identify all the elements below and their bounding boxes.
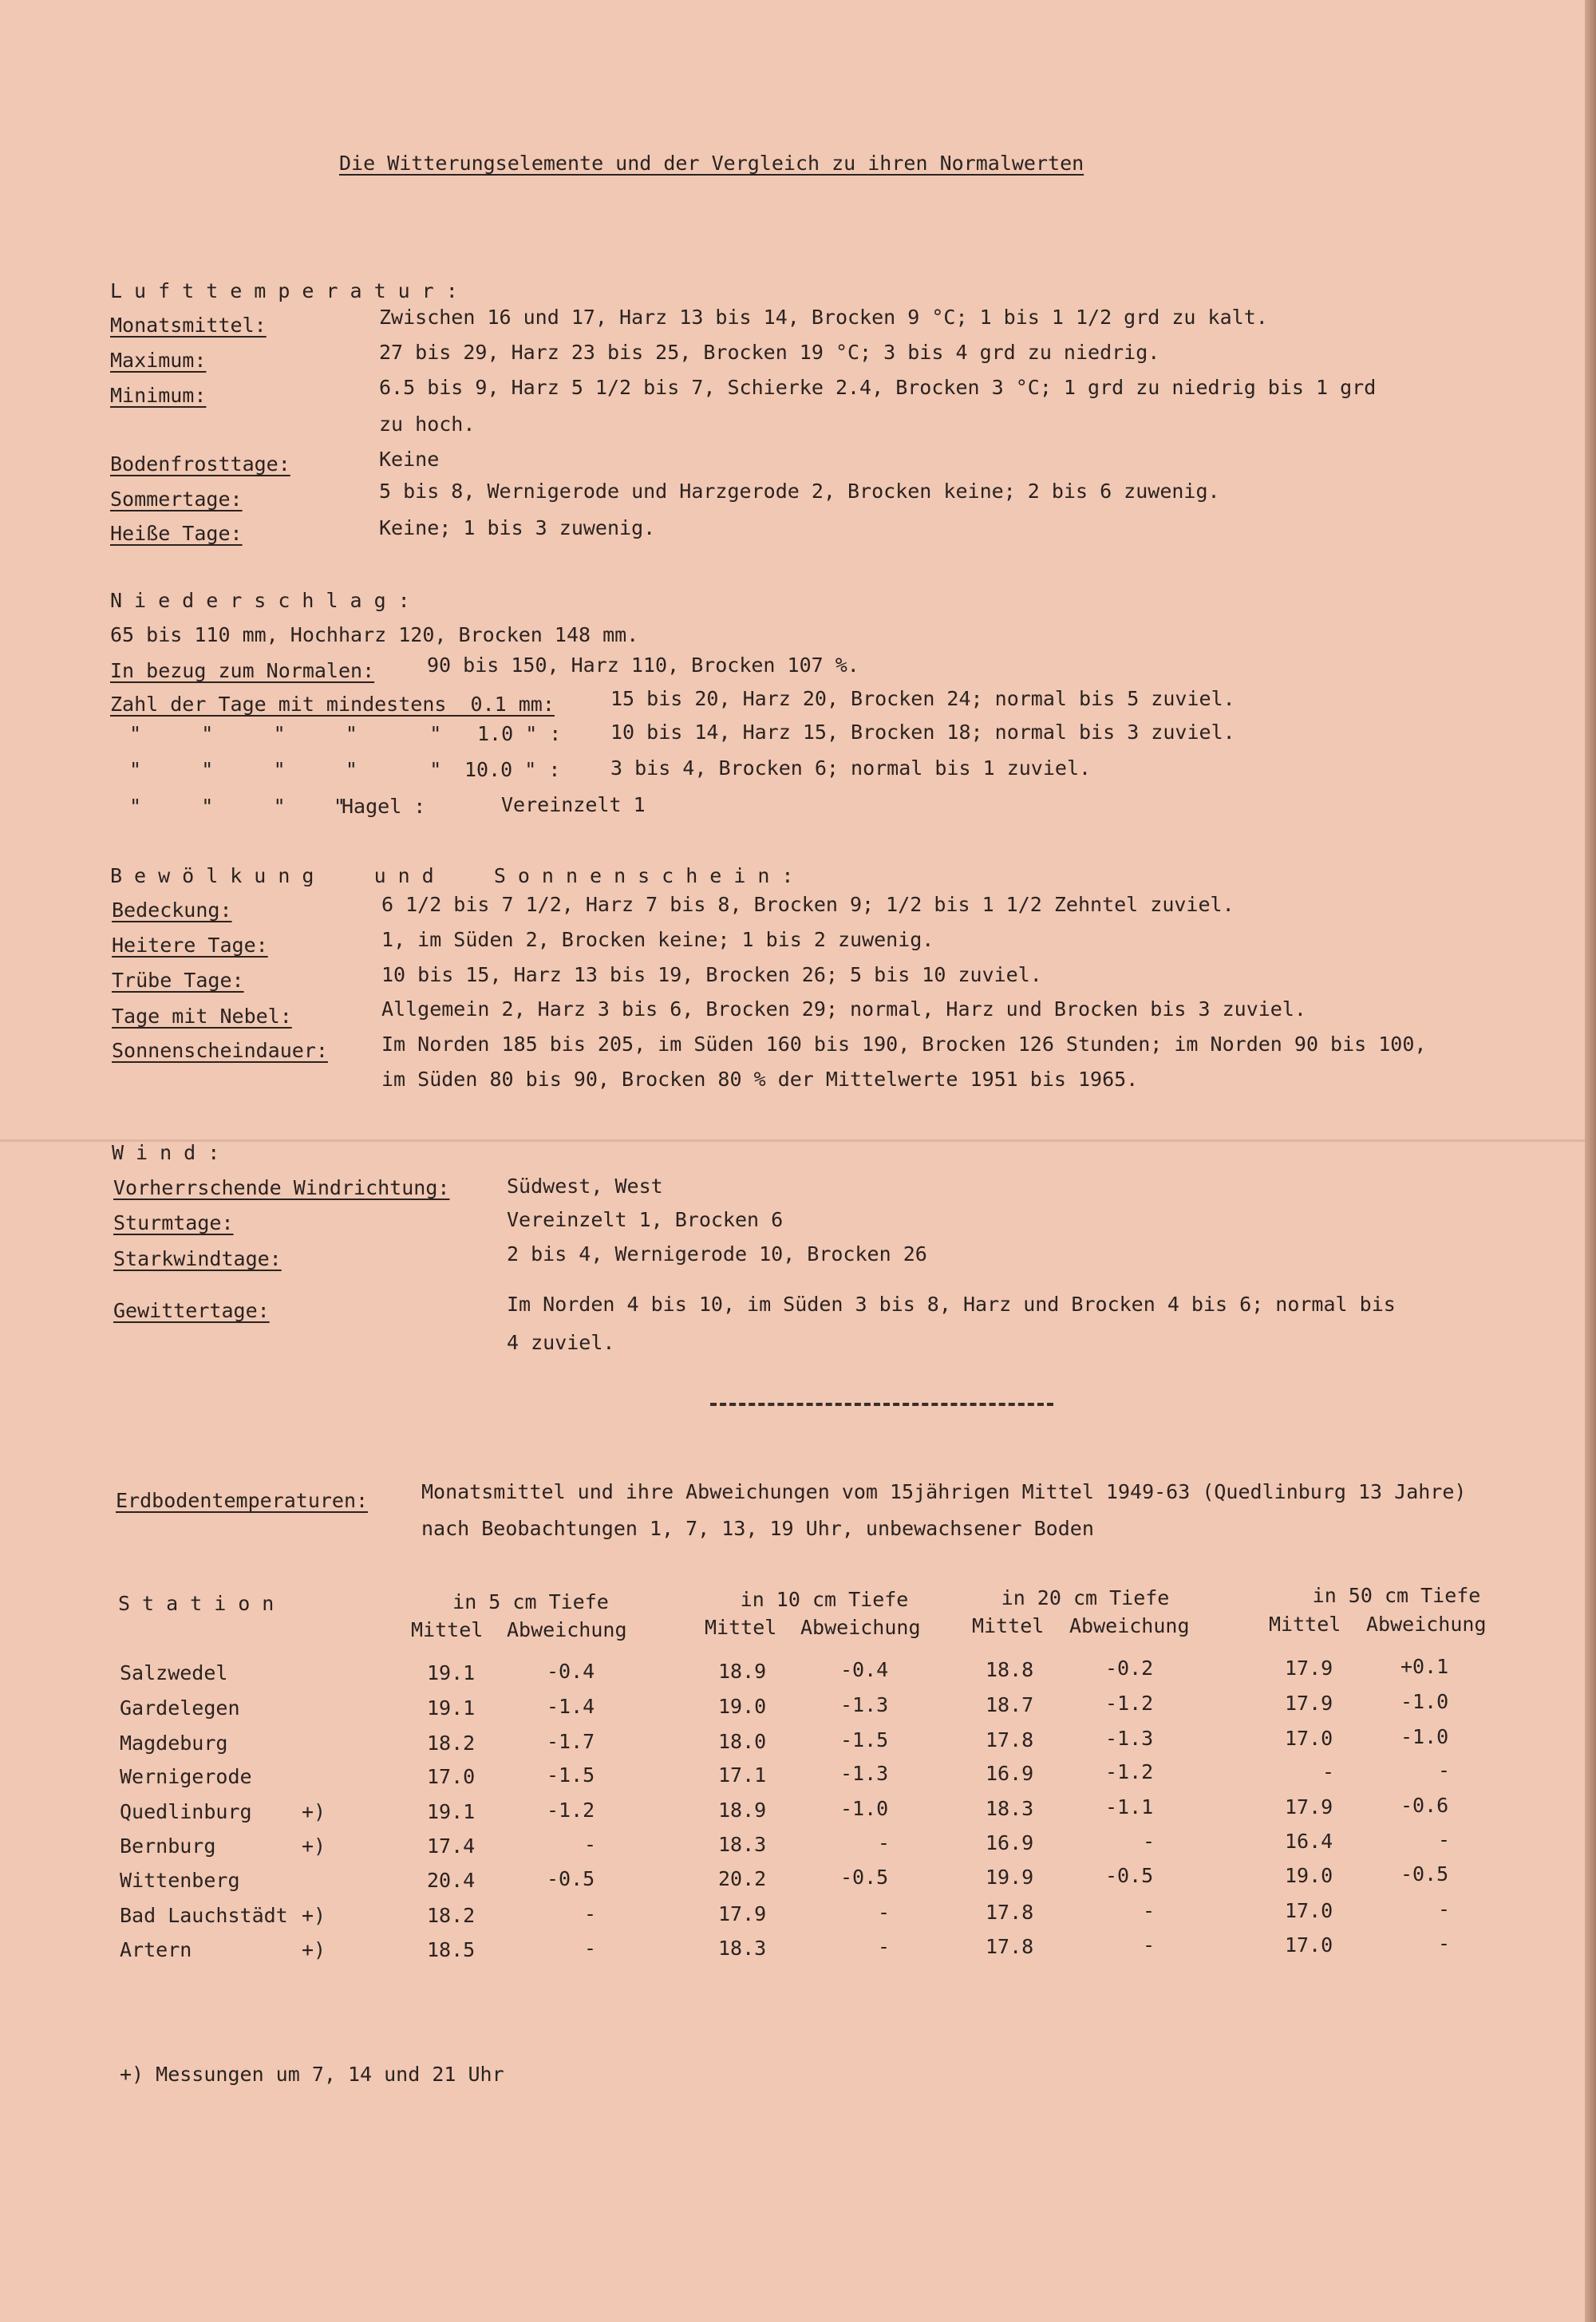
cell-abweichung: -1.5 (547, 1763, 595, 1787)
cell-mittel: 17.9 (1285, 1657, 1333, 1680)
subheader-abweichung-20cm: Abweichung (1069, 1614, 1190, 1637)
station-name: Bernburg (120, 1834, 216, 1858)
cell-mittel: 18.8 (986, 1658, 1034, 1681)
station-name: Quedlinburg (120, 1800, 252, 1823)
niederschlag-summary: 65 bis 110 mm, Hochharz 120, Brocken 148 mm. (110, 623, 639, 646)
cell-abweichung: -0.5 (840, 1866, 889, 1889)
cell-mittel: 19.9 (986, 1866, 1034, 1889)
value-in-bezug-zum-normalen: 90 bis 150, Harz 110, Brocken 107 %. (427, 654, 859, 677)
station-name: Magdeburg (120, 1732, 228, 1755)
cell-mittel: 18.5 (427, 1938, 476, 1961)
station-name: Wittenberg (120, 1869, 240, 1892)
cell-mittel: 16.9 (986, 1762, 1034, 1785)
erdboden-description-2: nach Beobachtungen 1, 7, 13, 19 Uhr, unbewachsener Boden (421, 1517, 1094, 1540)
station-name: Wernigerode (120, 1765, 252, 1788)
section-divider (710, 1403, 1053, 1406)
label-in-bezug-zum-normalen: In bezug zum Normalen: (110, 659, 375, 682)
label-maximum: Maximum: (110, 349, 207, 372)
value-heisse-tage: Keine; 1 bis 3 zuwenig. (379, 516, 656, 539)
cell-abweichung: - (584, 1902, 597, 1925)
cell-abweichung: - (1143, 1830, 1156, 1853)
cell-abweichung: - (878, 1935, 891, 1958)
value-1mm: 10 bis 14, Harz 15, Brocken 18; normal bis 3 zuviel. (610, 721, 1235, 744)
cell-mittel: 17.1 (718, 1763, 767, 1787)
label-windrichtung: Vorherrschende Windrichtung: (113, 1176, 450, 1199)
label-zahl-der-tage: Zahl der Tage mit mindestens 0.1 mm: (110, 693, 555, 716)
cell-mittel: 17.9 (1285, 1795, 1333, 1819)
threshold-1mm: 1.0 " : (477, 722, 562, 745)
cell-abweichung: - (1438, 1897, 1451, 1921)
cell-mittel: - (1322, 1760, 1335, 1783)
cell-mittel: 17.0 (1285, 1933, 1333, 1957)
cell-abweichung: -1.2 (1105, 1760, 1154, 1783)
value-maximum: 27 bis 29, Harz 23 bis 25, Brocken 19 °C; 3 bis 4 grd zu niedrig. (379, 341, 1160, 364)
label-sturmtage: Sturmtage: (113, 1211, 234, 1234)
label-hagel: Hagel : (342, 795, 426, 818)
cell-abweichung: - (1143, 1933, 1156, 1957)
subheader-mittel-5cm: Mittel (411, 1618, 484, 1641)
label-tage-mit-nebel: Tage mit Nebel: (112, 1005, 292, 1028)
value-sommertage: 5 bis 8, Wernigerode und Harzgerode 2, Brocken keine; 2 bis 6 zuwenig. (379, 480, 1220, 503)
value-truebe-tage: 10 bis 15, Harz 13 bis 19, Brocken 26; 5 bis 10 zuviel. (381, 963, 1042, 986)
value-starkwindtage: 2 bis 4, Wernigerode 10, Brocken 26 (507, 1242, 927, 1266)
station-footnote-mark: +) (302, 1904, 326, 1927)
cell-mittel: 17.9 (718, 1902, 767, 1925)
cell-abweichung: - (1438, 1932, 1451, 1955)
station-name: Artern (120, 1938, 192, 1961)
header-depth-50cm: in 50 cm Tiefe (1312, 1584, 1481, 1607)
cell-abweichung: -0.5 (1400, 1862, 1449, 1886)
subheader-abweichung-5cm: Abweichung (507, 1618, 627, 1641)
value-bodenfrosttage: Keine (379, 448, 440, 471)
cell-mittel: 18.7 (986, 1693, 1034, 1716)
cell-mittel: 20.4 (427, 1869, 476, 1892)
cell-mittel: 18.9 (718, 1799, 767, 1822)
cell-mittel: 19.1 (427, 1696, 476, 1720)
subheader-mittel-50cm: Mittel (1269, 1613, 1341, 1636)
cell-abweichung: -1.3 (840, 1693, 889, 1716)
cell-mittel: 17.8 (986, 1935, 1034, 1958)
value-minimum: 6.5 bis 9, Harz 5 1/2 bis 7, Schierke 2.4, Brocken 3 °C; 1 grd zu niedrig bis 1 grd (379, 376, 1377, 399)
cell-mittel: 18.3 (718, 1833, 767, 1856)
value-tage-mit-nebel: Allgemein 2, Harz 3 bis 6, Brocken 29; normal, Harz und Brocken bis 3 zuviel. (381, 997, 1306, 1021)
cell-mittel: 17.0 (427, 1765, 476, 1788)
station-name: Gardelegen (120, 1696, 240, 1720)
station-footnote-mark: +) (302, 1938, 326, 1961)
value-monatsmittel: Zwischen 16 und 17, Harz 13 bis 14, Brocken 9 °C; 1 bis 1 1/2 grd zu kalt. (379, 306, 1268, 329)
label-sonnenscheindauer: Sonnenscheindauer: (112, 1039, 328, 1062)
cell-abweichung: -1.0 (1400, 1690, 1449, 1713)
label-gewittertage: Gewittertage: (113, 1299, 270, 1322)
label-sommertage: Sommertage: (110, 488, 243, 511)
cell-abweichung: - (584, 1833, 597, 1856)
station-name: Bad Lauchstädt (120, 1904, 288, 1927)
subheader-abweichung-50cm: Abweichung (1366, 1613, 1487, 1636)
cell-abweichung: -1.5 (840, 1728, 889, 1751)
cell-mittel: 16.9 (986, 1831, 1034, 1854)
value-hagel: Vereinzelt 1 (501, 793, 646, 816)
header-station: Station (118, 1592, 286, 1615)
cell-abweichung: -0.5 (1105, 1864, 1154, 1887)
paper-fold (0, 1139, 1585, 1142)
value-sturmtage: Vereinzelt 1, Brocken 6 (507, 1208, 784, 1231)
subheader-mittel-10cm: Mittel (705, 1616, 777, 1639)
value-gewittertage-cont: 4 zuviel. (507, 1331, 615, 1354)
cell-mittel: 19.1 (427, 1661, 476, 1684)
page-edge (1585, 0, 1596, 2322)
label-bodenfrosttage: Bodenfrosttage: (110, 452, 290, 476)
cell-abweichung: -1.0 (840, 1797, 889, 1820)
cell-abweichung: - (878, 1901, 891, 1924)
cell-abweichung: -1.7 (547, 1730, 595, 1753)
cell-abweichung: - (584, 1937, 597, 1960)
ditto-marks-2: " " " " " (129, 758, 442, 781)
cell-mittel: 18.2 (427, 1904, 476, 1927)
cell-abweichung: -1.1 (1105, 1795, 1154, 1819)
label-truebe-tage: Trübe Tage: (112, 969, 244, 992)
cell-abweichung: -0.5 (547, 1867, 595, 1890)
label-heisse-tage: Heiße Tage: (110, 522, 243, 545)
subheader-mittel-20cm: Mittel (972, 1614, 1045, 1637)
cell-abweichung: -1.3 (1105, 1727, 1154, 1750)
threshold-10mm: 10.0 " : (464, 758, 561, 781)
header-depth-20cm: in 20 cm Tiefe (1001, 1586, 1170, 1609)
cell-abweichung: - (1438, 1759, 1451, 1782)
cell-abweichung: -0.4 (547, 1660, 595, 1683)
cell-abweichung: -1.2 (547, 1799, 595, 1822)
page-title: Die Witterungselemente und der Vergleich zu ihren Normalwerten (339, 152, 1084, 175)
value-heitere-tage: 1, im Süden 2, Brocken keine; 1 bis 2 zuwenig. (381, 928, 934, 951)
station-footnote-mark: +) (302, 1800, 326, 1823)
value-windrichtung: Südwest, West (507, 1175, 663, 1198)
cell-mittel: 17.9 (1285, 1692, 1333, 1715)
label-bedeckung: Bedeckung: (112, 898, 232, 922)
cell-mittel: 17.0 (1285, 1727, 1333, 1750)
cell-mittel: 17.4 (427, 1834, 476, 1858)
erdboden-description-1: Monatsmittel und ihre Abweichungen vom 15jährigen Mittel 1949-63 (Quedlinburg 13 Jahre) (421, 1480, 1467, 1503)
cell-mittel: 17.8 (986, 1901, 1034, 1924)
cell-abweichung: -0.4 (840, 1658, 889, 1681)
section-heading-lufttemperatur: Lufttemperatur: (110, 279, 470, 302)
cell-mittel: 18.3 (986, 1797, 1034, 1820)
cell-mittel: 20.2 (718, 1867, 767, 1890)
cell-mittel: 18.2 (427, 1732, 476, 1755)
station-name: Salzwedel (120, 1661, 228, 1684)
value-minimum-cont: zu hoch. (379, 413, 476, 436)
subheader-abweichung-10cm: Abweichung (800, 1616, 921, 1639)
value-sonnenscheindauer: Im Norden 185 bis 205, im Süden 160 bis 190, Brocken 126 Stunden; im Norden 90 bis 100, (381, 1033, 1427, 1056)
cell-mittel: 17.8 (986, 1728, 1034, 1751)
station-footnote-mark: +) (302, 1834, 326, 1858)
cell-abweichung: -1.4 (547, 1695, 595, 1718)
cell-abweichung: - (1143, 1899, 1156, 1922)
cell-mittel: 17.0 (1285, 1899, 1333, 1922)
cell-abweichung: -0.6 (1400, 1794, 1449, 1817)
label-heitere-tage: Heitere Tage: (112, 934, 268, 957)
ditto-marks-1: " " " " " (129, 722, 442, 745)
label-starkwindtage: Starkwindtage: (113, 1247, 282, 1270)
section-heading-niederschlag: Niederschlag: (110, 589, 422, 612)
label-minimum: Minimum: (110, 384, 207, 407)
cell-mittel: 16.4 (1285, 1830, 1333, 1853)
label-monatsmittel: Monatsmittel: (110, 314, 267, 337)
label-erdbodentemperaturen: Erdbodentemperaturen: (116, 1489, 369, 1512)
cell-abweichung: -1.2 (1105, 1692, 1154, 1715)
cell-mittel: 19.0 (718, 1695, 767, 1718)
cell-mittel: 19.0 (1285, 1864, 1333, 1887)
cell-abweichung: -0.2 (1105, 1657, 1154, 1680)
cell-mittel: 19.1 (427, 1800, 476, 1823)
section-heading-wind: Wind: (112, 1141, 232, 1164)
cell-mittel: 18.3 (718, 1937, 767, 1960)
cell-abweichung: -1.3 (840, 1762, 889, 1785)
value-gewittertage: Im Norden 4 bis 10, im Süden 3 bis 8, Harz und Brocken 4 bis 6; normal bis (507, 1293, 1396, 1316)
value-bedeckung: 6 1/2 bis 7 1/2, Harz 7 bis 8, Brocken 9; 1/2 bis 1 1/2 Zehntel zuviel. (381, 893, 1235, 916)
section-heading-bewoelkung: Bewölkung und Sonnenschein: (110, 864, 806, 887)
cell-abweichung: - (878, 1831, 891, 1854)
cell-abweichung: +0.1 (1400, 1655, 1449, 1678)
header-depth-10cm: in 10 cm Tiefe (740, 1588, 909, 1611)
cell-mittel: 18.0 (718, 1730, 767, 1753)
cell-mittel: 18.9 (718, 1660, 767, 1683)
header-depth-5cm: in 5 cm Tiefe (452, 1590, 609, 1613)
value-sonnenscheindauer-cont: im Süden 80 bis 90, Brocken 80 % der Mittelwerte 1951 bis 1965. (381, 1068, 1139, 1091)
ditto-marks-3: " " " " (129, 795, 346, 818)
cell-abweichung: - (1438, 1828, 1451, 1851)
cell-abweichung: -1.0 (1400, 1725, 1449, 1748)
footnote: +) Messungen um 7, 14 und 21 Uhr (120, 2063, 504, 2086)
value-10mm: 3 bis 4, Brocken 6; normal bis 1 zuviel. (610, 756, 1092, 780)
value-zahl-der-tage: 15 bis 20, Harz 20, Brocken 24; normal bis 5 zuviel. (610, 687, 1235, 710)
